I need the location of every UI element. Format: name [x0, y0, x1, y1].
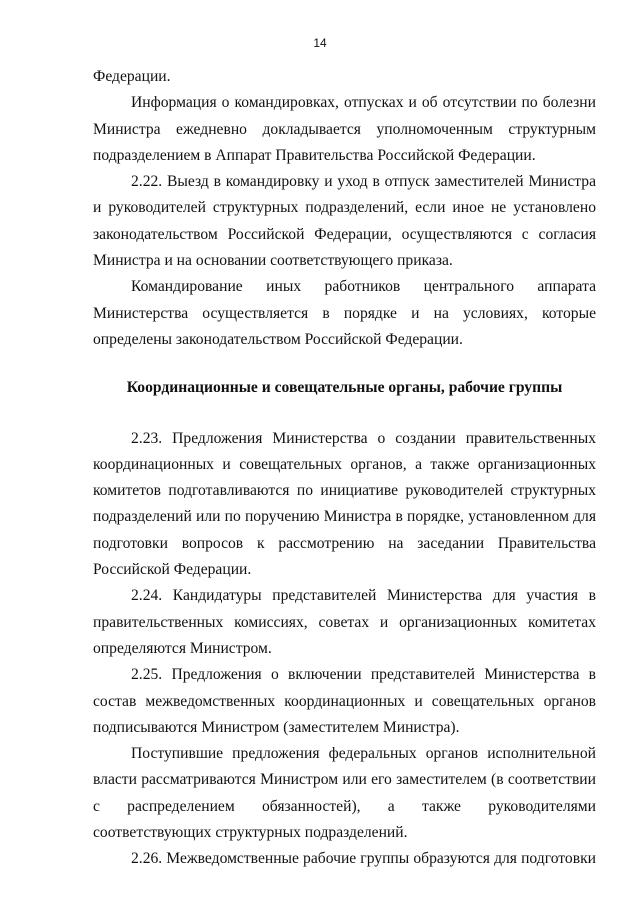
paragraph: Поступившие предложения федеральных органов исполнительной власти рассматриваются Министром или его заместителем (в соответствии с распределением обязанностей), а также руководителями соответствующих структурных подразделений. — [93, 745, 596, 842]
paragraph: 2.22. Выезд в командировку и уход в отпуск заместителей Министра и руководителей структурных подразделений, если иное не установлено законодательством Российской Федерации, осуществляются с согласия Министра и на основании соответствующего приказа. — [93, 173, 596, 270]
paragraph: 2.24. Кандидатуры представителей Министерства для участия в правительственных комиссиях, советах и организационных комитетах определяются Министром. — [93, 587, 596, 657]
paragraph: Федерации. — [93, 68, 171, 85]
paragraph-continued: 2.26. Межведомственные рабочие группы образуются для подготовки — [131, 850, 596, 868]
paragraph: 2.25. Предложения о включении представителей Министерства в состав межведомственных координационных и совещательных органов подписываются Министром (заместителем Министра). — [93, 666, 596, 736]
paragraph: 2.23. Предложения Министерства о создании правительственных координационных и совещательных органов, а также организационных комитетов подготавливаются по инициативе руководителей структурных подразделений или по поручению Министра в порядке, установленном для подготовки вопросов к рассмотрению на заседании Правительства Российской Федерации. — [93, 429, 596, 579]
section-heading: Координационные и совещательные органы, рабочие группы — [126, 379, 563, 397]
document-body — [93, 64, 596, 873]
paragraph: Информация о командировках, отпусках и об отсутствии по болезни Министра ежедневно докладывается уполномоченным структурным подразделением в Аппарат Правительства Российской Федерации. — [93, 94, 596, 164]
page-number: 14 — [313, 36, 327, 50]
paragraph: Командирование иных работников центрального аппарата Министерства осуществляется в порядке и на условиях, которые определены законодательством Российской Федерации. — [93, 278, 596, 348]
